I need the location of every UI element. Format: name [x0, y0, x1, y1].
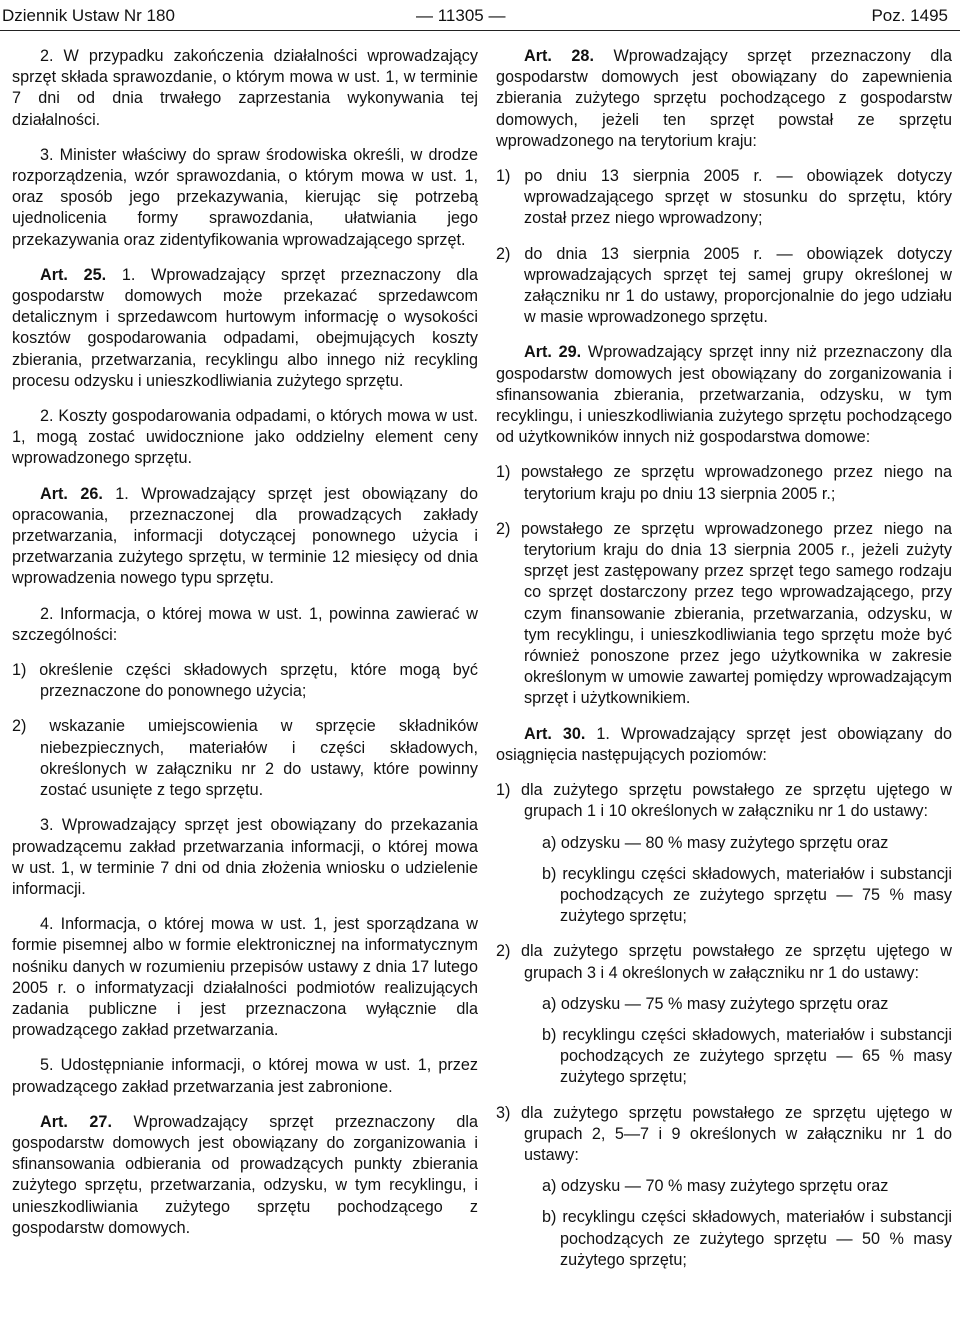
list-item: 2) do dnia 13 sierpnia 2005 r. — obowiązek dotyczy wprowadzających sprzęt tej samej grupy określonej w załączniku nr 1 do ustawy, proporcjonalnie do jego udziału w masie wprowadzonego sprzętu.: [496, 244, 952, 327]
article-28: [496, 46, 952, 152]
paragraph: 3. Minister właściwy do spraw środowiska określi, w drodze rozporządzenia, wzór sprawozdania, o którym mowa w ust. 1, oraz sposób jego przekazywania, kierując się potrzebą ujednolicenia formy sprawozdania, ułatwiania jego przekazywania oraz zidentyfikowania wprowadzającego sprzęt.: [12, 145, 478, 249]
article-27: [12, 1112, 478, 1239]
article-26: [12, 484, 478, 590]
list-item: 2) dla zużytego sprzętu powstałego ze sprzętu ujętego w grupach 3 i 4 określonych w załączniku nr 1 do ustawy:: [496, 942, 952, 982]
article-label: Art. 28.: [524, 47, 594, 65]
list-item: 2) powstałego ze sprzętu wprowadzonego przez niego na terytorium kraju do dnia 13 sierpnia 2005 r., jeżeli zużyty sprzęt jest zastępowany przez sprzęt tego samego rodzaju co sprzęt dostarczony przez tego wprowadzającego, przy czym finansowanie zbierania, przetwarzania, odzysku, w tym recyklingu, i unieszkodliwiania tego sprzętu może być również ponoszone przez jego użytkownika w zakresie określonym w umowie zawartej pomiędzy wprowadzającym sprzęt i użytkownikiem.: [496, 519, 952, 708]
left-column: [12, 46, 478, 1253]
right-column: [496, 46, 952, 1285]
article-text: Wprowadzający sprzęt inny niż przeznaczony dla gospodarstw domowych jest obowiązany do zorganizowania i sfinansowania zbierania, przetwarzania, odzysku, w tym recyklingu, i unieszkodliwiania zużytego sprzętu pochodzącego od użytkowników innych niż gospodarstwa domowe:: [496, 343, 952, 447]
article-label: Art. 25.: [40, 265, 107, 284]
article-30: [496, 724, 952, 766]
article-text: Wprowadzający sprzęt przeznaczony dla gospodarstw domowych jest obowiązany do zorganizowania i sfinansowania odbierania od prowadzących punkty zbierania zużytego sprzętu, przetwarzania, odzysku, w tym recyklingu, i unieszkodliwiania zużytego sprzętu pochodzącego z gospodarstw domowych.: [12, 1112, 478, 1237]
article-29: [496, 342, 952, 448]
paragraph: 2. Koszty gospodarowania odpadami, o których mowa w ust. 1, mogą zostać uwidocznione jako oddzielny element ceny wprowadzonego sprzętu.: [12, 407, 478, 468]
page-header: [0, 0, 960, 30]
sub-item: b) recyklingu części składowych, materiałów i substancji pochodzących ze zużytego sprzętu — 65 % masy zużytego sprzętu;: [542, 1025, 952, 1087]
sub-item: b) recyklingu części składowych, materiałów i substancji pochodzących ze zużytego sprzętu — 75 % masy zużytego sprzętu;: [542, 864, 952, 926]
position-number: Poz. 1495: [871, 6, 948, 25]
article-label: Art. 27.: [40, 1112, 112, 1131]
header-rule: [0, 30, 960, 31]
paragraph: 3. Wprowadzający sprzęt jest obowiązany do przekazania prowadzącemu zakład przetwarzania informacji, o której mowa w ust. 1, w terminie 7 dni od dnia złożenia wniosku o udzielenie informacji.: [12, 816, 478, 898]
sub-item: a) odzysku — 70 % masy zużytego sprzętu oraz: [542, 1177, 889, 1196]
paragraph: 2. W przypadku zakończenia działalności wprowadzający sprzęt składa sprawozdanie, o którym mowa w ust. 1, w terminie 7 dni od dnia trwałego zaprzestania wykonywania tej działalności.: [12, 47, 478, 129]
list-item: 2) wskazanie umiejscowienia w sprzęcie składników niebezpiecznych, materiałów i części składowych, określonych w załączniku nr 2 do ustawy, które powinny zostać usunięte z tego sprzętu.: [12, 717, 478, 800]
article-text: Wprowadzający sprzęt przeznaczony dla gospodarstw domowych jest obowiązany do zapewnienia zbierania zużytego sprzętu pochodzącego z gospodarstw domowych, jeżeli ten sprzęt powstał ze sprzętu wprowadzonego na terytorium kraju:: [496, 47, 952, 150]
article-label: Art. 30.: [524, 724, 586, 743]
list-item: 3) dla zużytego sprzętu powstałego ze sprzętu ujętego w grupach 2, 5—7 i 9 określonych w załączniku nr 1 do ustawy:: [496, 1103, 952, 1164]
article-label: Art. 29.: [524, 343, 582, 362]
sub-item: b) recyklingu części składowych, materiałów i substancji pochodzących ze zużytego sprzętu — 50 % masy zużytego sprzętu;: [542, 1208, 952, 1269]
article-25: [12, 265, 478, 392]
article-text: 1. Wprowadzający sprzęt jest obowiązany do opracowania, przeznaczonej dla prowadzących zakłady przetwarzania, informacji dotyczącej ponownego użycia i przetwarzania zużytego sprzętu, w terminie 12 miesięcy od dnia wprowadzenia nowego typu sprzętu.: [12, 484, 478, 588]
page-number: — 11305 —: [416, 6, 506, 25]
list-item: 1) po dniu 13 sierpnia 2005 r. — obowiązek dotyczy wprowadzającego sprzęt w stosunku do sprzętu, który został przez niego wprowadzony;: [496, 167, 952, 228]
list-item: 1) dla zużytego sprzętu powstałego ze sprzętu ujętego w grupach 1 i 10 określonych w załączniku nr 1 do ustawy:: [496, 781, 952, 821]
article-label: Art. 26.: [40, 484, 103, 503]
journal-title: Dziennik Ustaw Nr 180: [2, 6, 175, 25]
sub-item: a) odzysku — 75 % masy zużytego sprzętu oraz: [542, 994, 889, 1013]
paragraph: 4. Informacja, o której mowa w ust. 1, jest sporządzana w formie pisemnej albo w formie elektronicznej na informatycznym nośniku danych w rozumieniu przepisów ustawy z dnia 17 lutego 2005 r. o informatyzacji działalności podmiotów realizujących zadania publiczne i jest przeznaczona wyłącznie dla prowadzącego zakład przetwarzania.: [12, 915, 478, 1040]
article-text: 1. Wprowadzający sprzęt jest obowiązany do osiągnięcia następujących poziomów:: [496, 724, 952, 764]
article-text: 1. Wprowadzający sprzęt przeznaczony dla gospodarstw domowych może przekazać sprzedawcom detalicznym i sprzedawcom hurtowym informację o wysokości kosztów gospodarowania odpadami, obejmujących koszty zbierania, przetwarzania, recyklingu albo innego niż recykling procesu odzysku i unieszkodliwiania zużytego sprzętu.: [12, 265, 478, 390]
paragraph: 5. Udostępnianie informacji, o której mowa w ust. 1, przez prowadzącego zakład przetwarzania jest zabronione.: [12, 1056, 478, 1096]
sub-item: a) odzysku — 80 % masy zużytego sprzętu oraz: [542, 833, 889, 852]
list-item: 1) powstałego ze sprzętu wprowadzonego przez niego na terytorium kraju po dniu 13 sierpnia 2005 r.;: [496, 463, 952, 503]
list-item: 1) określenie części składowych sprzętu, które mogą być przeznaczone do ponownego użycia;: [12, 661, 478, 701]
paragraph: 2. Informacja, o której mowa w ust. 1, powinna zawierać w szczególności:: [12, 604, 478, 644]
